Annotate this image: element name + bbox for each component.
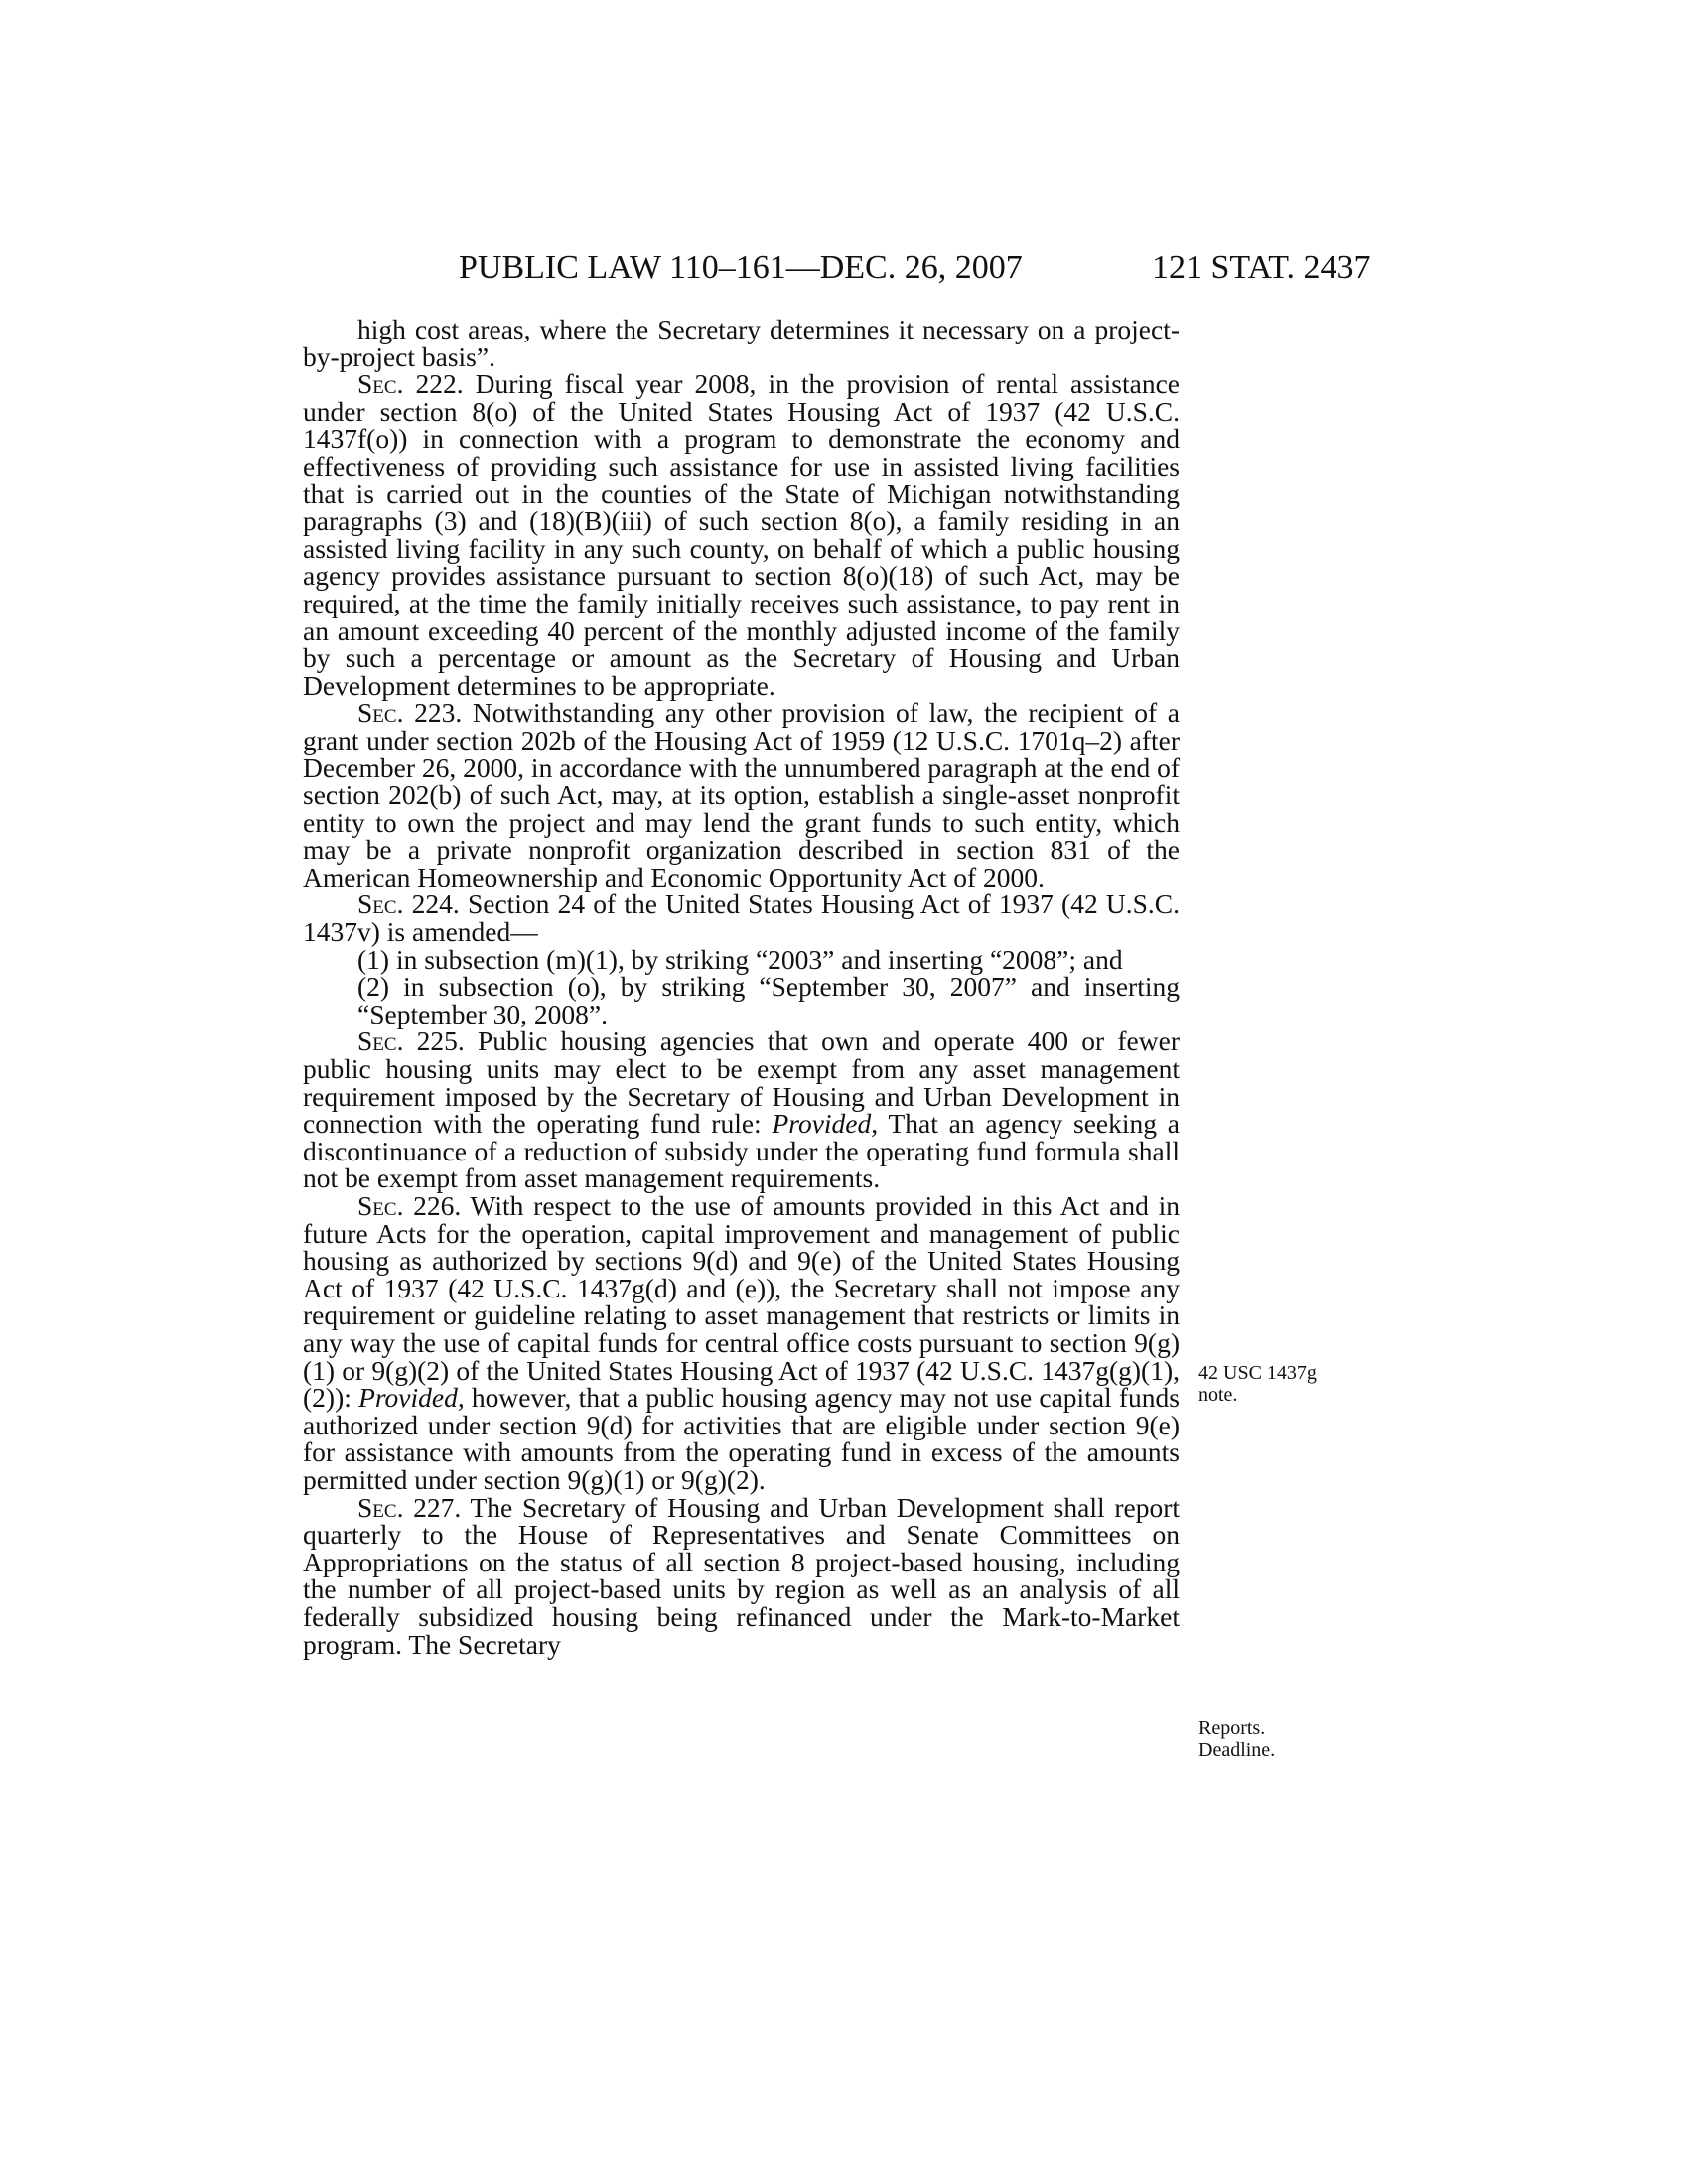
section-226-text-b: however, that a public housing agency may not use capital funds authorized under section 9(d) for activities that are eligible under section 9(e) for assistance with amounts from the operating fund in excess of the amounts permitted under section 9(g)(1) or 9(g)(2).: [303, 1382, 1180, 1495]
section-226-text-a: With respect to the use of amounts provided in this Act and in future Acts for the operation, capital improvement and management of public housing as authorized by sections 9(d) and 9(e) of the United States Housing Act of 1937 (42 U.S.C. 1437g(d) and (e)), the Secretary shall not impose any requirement or guideline relating to asset management that restricts or limits in any way the use of capital funds for central office costs pursuant to section 9(g)(1) or 9(g)(2) of the United States Housing Act of 1937 (42 U.S.C. 1437g(g)(1), (2)):: [303, 1190, 1180, 1414]
section-226-label: Sec. 226.: [357, 1190, 462, 1221]
section-222-label: Sec. 222.: [357, 368, 464, 400]
section-224-item-2: (2) in subsection (o), by striking “September 30, 2007” and inserting “September 30, 2008”.: [357, 971, 1180, 1029]
margin-note-usc-line-2: note.: [1198, 1384, 1238, 1406]
section-223-label: Sec. 223.: [357, 697, 463, 729]
section-224-item-1: (1) in subsection (m)(1), by striking “2003” and inserting “2008”; and: [357, 943, 1123, 975]
margin-note-usc-line-1: 42 USC 1437g: [1198, 1362, 1317, 1384]
section-225: [303, 1027, 1180, 1192]
section-227: [303, 1491, 1180, 1660]
section-224: [303, 888, 1181, 948]
section-225-text-a: Public housing agencies that own and operate 400 or fewer public housing units may elect to be exempt from any asset management requirement imposed by the Secretary of Housing and Urban Development in connection with the operating fund rule:: [303, 1025, 1180, 1140]
section-225-label: Sec. 225.: [357, 1025, 465, 1057]
section-224-text: Section 24 of the United States Housing Act of 1937 (42 U.S.C. 1437v) is amended—: [303, 888, 1181, 948]
section-222-text: During fiscal year 2008, in the provision of rental assistance under section 8(o) of the United States Housing Act of 1937 (42 U.S.C. 1437f(o)) in connection with a program to demonstrate the economy and effectiveness of providing such assistance for use in assisted living facilities that is carried out in the counties of the State of Michigan notwithstanding paragraphs (3) and (18)(B)(iii) of such section 8(o), a family residing in an assisted living facility in any such county, on behalf of which a public housing agency provides assistance pursuant to section 8(o)(18) of such Act, may be required, at the time the family initially receives such assistance, to pay rent in an amount exceeding 40 percent of the monthly adjusted income of the family by such a percentage or amount as the Secretary of Housing and Urban Development determines to be appropriate.: [303, 368, 1181, 701]
section-223: [303, 699, 1180, 890]
section-226: [303, 1192, 1180, 1494]
section-225-provided: Provided,: [772, 1108, 879, 1140]
section-222: [303, 370, 1180, 699]
margin-note-reports-line-1: Reports.: [1198, 1717, 1266, 1739]
paragraph-continuation: high cost areas, where the Secretary determines it necessary on a project-by-project basis”.: [303, 314, 1180, 372]
section-227-label: Sec. 227.: [357, 1491, 462, 1523]
body-text: [303, 316, 1180, 1658]
section-227-text: The Secretary of Housing and Urban Development shall report quarterly to the House of Representatives and Senate Committees on Appropriations on the status of all section 8 project-based housing, including the number of all project-based units by region as well as an analysis of all federally subsidized housing being refinanced under the Mark-to-Market program. The Secretary: [303, 1491, 1180, 1660]
margin-note-reports-line-2: Deadline.: [1198, 1739, 1276, 1761]
section-226-provided: Provided,: [358, 1382, 465, 1414]
header-stat-citation: 121 STAT. 2437: [1152, 249, 1371, 286]
header-title: PUBLIC LAW 110–161—DEC. 26, 2007: [459, 249, 1023, 286]
margin-note-usc: [1198, 1362, 1357, 1406]
margin-note-reports: [1198, 1717, 1357, 1761]
section-224-label: Sec. 224.: [357, 888, 460, 920]
running-header: [0, 248, 1688, 288]
section-223-text: Notwithstanding any other provision of law, the recipient of a grant under section 202b of the Housing Act of 1959 (12 U.S.C. 1701q–2) after December 26, 2000, in accordance with the unnumbered paragraph at the end of section 202(b) of such Act, may, at its option, establish a single-asset nonprofit entity to own the project and may lend the grant funds to such entity, which may be a private nonprofit organization described in section 831 of the American Homeownership and Economic Opportunity Act of 2000.: [303, 697, 1180, 892]
section-225-text-b: That an agency seeking a discontinuance of a reduction of subsidy under the operating fund formula shall not be exempt from asset management requirements.: [303, 1108, 1180, 1194]
